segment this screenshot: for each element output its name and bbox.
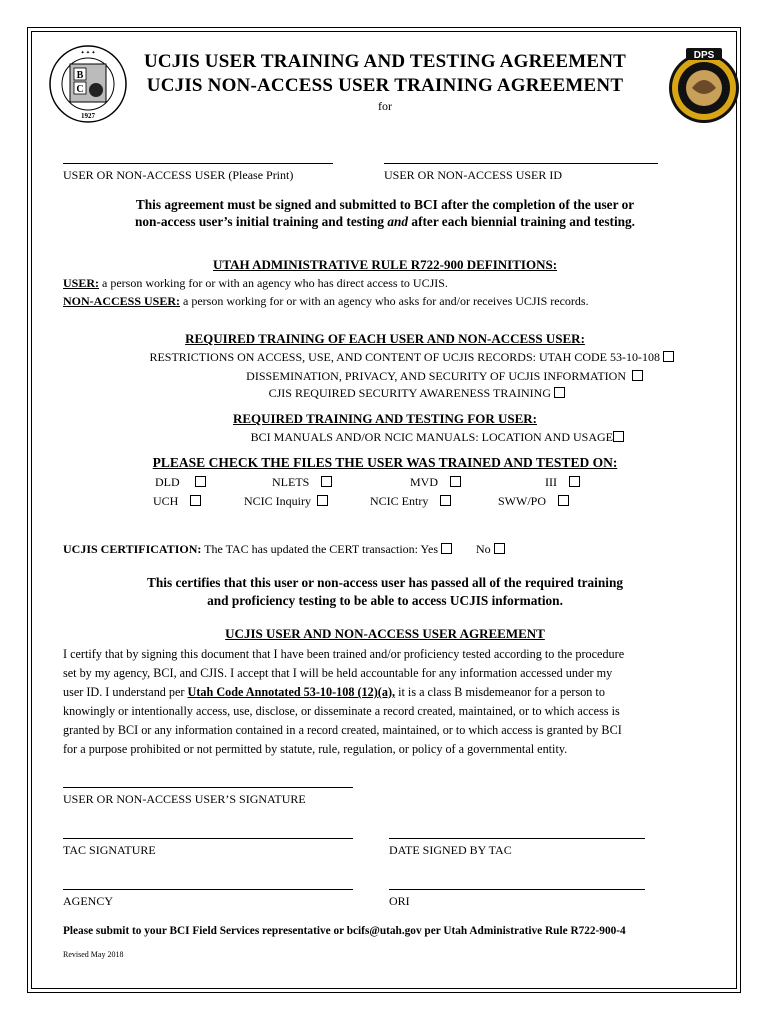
ncic-inquiry-checkbox[interactable] xyxy=(317,495,328,506)
agency-line[interactable] xyxy=(63,889,353,890)
date-signed-line[interactable] xyxy=(389,838,645,839)
title-line-1: UCJIS USER TRAINING AND TESTING AGREEMENT xyxy=(143,51,627,72)
required-testing-heading: REQUIRED TRAINING AND TESTING FOR USER: xyxy=(233,411,537,426)
required-training-heading: REQUIRED TRAINING OF EACH USER AND NON-ACCESS USER: xyxy=(185,331,585,346)
agency-label: AGENCY xyxy=(63,894,113,908)
ori-label: ORI xyxy=(389,894,410,908)
certifies-line-2: and proficiency testing to be able to access UCJIS information. xyxy=(207,593,563,608)
user-id-label: USER OR NON-ACCESS USER ID xyxy=(384,168,563,182)
agreement-heading: UCJIS USER AND NON-ACCESS USER AGREEMENT xyxy=(225,626,545,641)
file-uch: UCH xyxy=(153,494,201,509)
utah-code-reference: Utah Code Annotated 53-10-108 (12)(a), xyxy=(187,685,396,699)
testing-item-manuals: BCI MANUALS AND/OR NCIC MANUALS: LOCATION AND USAGE xyxy=(251,430,624,445)
file-dld: DLD xyxy=(155,475,206,490)
svg-text:B: B xyxy=(76,70,84,81)
certifies-line-1: This certifies that this user or non-access user has passed all of the required training xyxy=(147,575,623,590)
training-item-cjis-security: CJIS REQUIRED SECURITY AWARENESS TRAINING xyxy=(269,386,565,401)
revised-date: Revised May 2018 xyxy=(63,950,124,959)
title-line-2: UCJIS NON-ACCESS USER TRAINING AGREEMENT xyxy=(146,75,624,96)
agreement-body: I certify that by signing this document that I have been trained and/or proficiency tested according to the procedure set by my agency, BCI, and CJIS. I accept that I will be held accountable for any information accessed under my user ID. I understand per Utah Code Annotated 53-10-108 (12)(a), it is a class B misdemeanor for a person to knowingly or intentionally access, use, disclose, or disseminate a record created, maintained, or to which access is granted by BCI or any information contained in a record created, maintained, or to which access is granted by BCI for a purpose prohibited or not permitted by statute, rule, regulation, or policy of a governmental entity. xyxy=(63,647,625,756)
nonaccess-definition: NON-ACCESS USER: a person working for or with an agency who asks for and/or receives UCJIS records. xyxy=(63,294,589,308)
nlets-checkbox[interactable] xyxy=(321,476,332,487)
date-signed-label: DATE SIGNED BY TAC xyxy=(389,843,512,857)
dld-checkbox[interactable] xyxy=(195,476,206,487)
user-name-label: USER OR NON-ACCESS USER (Please Print) xyxy=(63,168,294,182)
svg-text:C: C xyxy=(76,84,84,95)
tac-signature-line[interactable] xyxy=(63,838,353,839)
svg-text:DPS: DPS xyxy=(693,50,715,61)
sww-po-checkbox[interactable] xyxy=(558,495,569,506)
cert-yes-checkbox[interactable] xyxy=(441,543,452,554)
mvd-checkbox[interactable] xyxy=(450,476,461,487)
user-id-line[interactable] xyxy=(384,163,658,164)
user-name-line[interactable] xyxy=(63,163,333,164)
training-item-dissemination: DISSEMINATION, PRIVACY, AND SECURITY OF UCJIS INFORMATION xyxy=(246,369,643,384)
svg-text:1927: 1927 xyxy=(81,112,95,120)
intro-line-2: non-access user’s initial training and testing and after each biennial training and testing. xyxy=(134,214,636,229)
intro-and: and xyxy=(387,214,409,229)
user-definition: USER: a person working for or with an agency who has direct access to UCJIS. xyxy=(63,276,448,290)
file-iii: III xyxy=(545,475,580,490)
ucjis-certification: UCJIS CERTIFICATION: The TAC has updated the CERT transaction: Yes No xyxy=(63,542,505,557)
svg-text:✦ ✦ ✦: ✦ ✦ ✦ xyxy=(80,51,96,56)
submit-instructions: Please submit to your BCI Field Services representative or bcifs@utah.gov per Utah Administrative Rule R722-900-4 xyxy=(63,925,626,937)
iii-checkbox[interactable] xyxy=(569,476,580,487)
file-nlets: NLETS xyxy=(272,475,332,490)
restrictions-checkbox[interactable] xyxy=(663,351,674,362)
user-signature-line[interactable] xyxy=(63,787,353,788)
cjis-security-checkbox[interactable] xyxy=(554,387,565,398)
file-mvd: MVD xyxy=(410,475,461,490)
for-label: for xyxy=(378,99,392,113)
dissemination-checkbox[interactable] xyxy=(632,370,643,381)
file-ncic-inquiry: NCIC Inquiry xyxy=(244,494,328,509)
uch-checkbox[interactable] xyxy=(190,495,201,506)
file-sww-po: SWW/PO xyxy=(498,494,569,509)
manuals-checkbox[interactable] xyxy=(613,431,624,442)
cert-no-checkbox[interactable] xyxy=(494,543,505,554)
ncic-entry-checkbox[interactable] xyxy=(440,495,451,506)
ori-line[interactable] xyxy=(389,889,645,890)
definitions-heading: UTAH ADMINISTRATIVE RULE R722-900 DEFINITIONS: xyxy=(212,257,558,272)
file-ncic-entry: NCIC Entry xyxy=(370,494,451,509)
training-item-restrictions: RESTRICTIONS ON ACCESS, USE, AND CONTENT OF UCJIS RECORDS: UTAH CODE 53-10-108 xyxy=(149,350,674,365)
user-signature-label: USER OR NON-ACCESS USER’S SIGNATURE xyxy=(63,792,306,806)
tac-signature-label: TAC SIGNATURE xyxy=(63,843,156,857)
intro-line-1: This agreement must be signed and submitted to BCI after the completion of the user or xyxy=(135,197,635,212)
files-heading: PLEASE CHECK THE FILES THE USER WAS TRAINED AND TESTED ON: xyxy=(152,455,618,470)
